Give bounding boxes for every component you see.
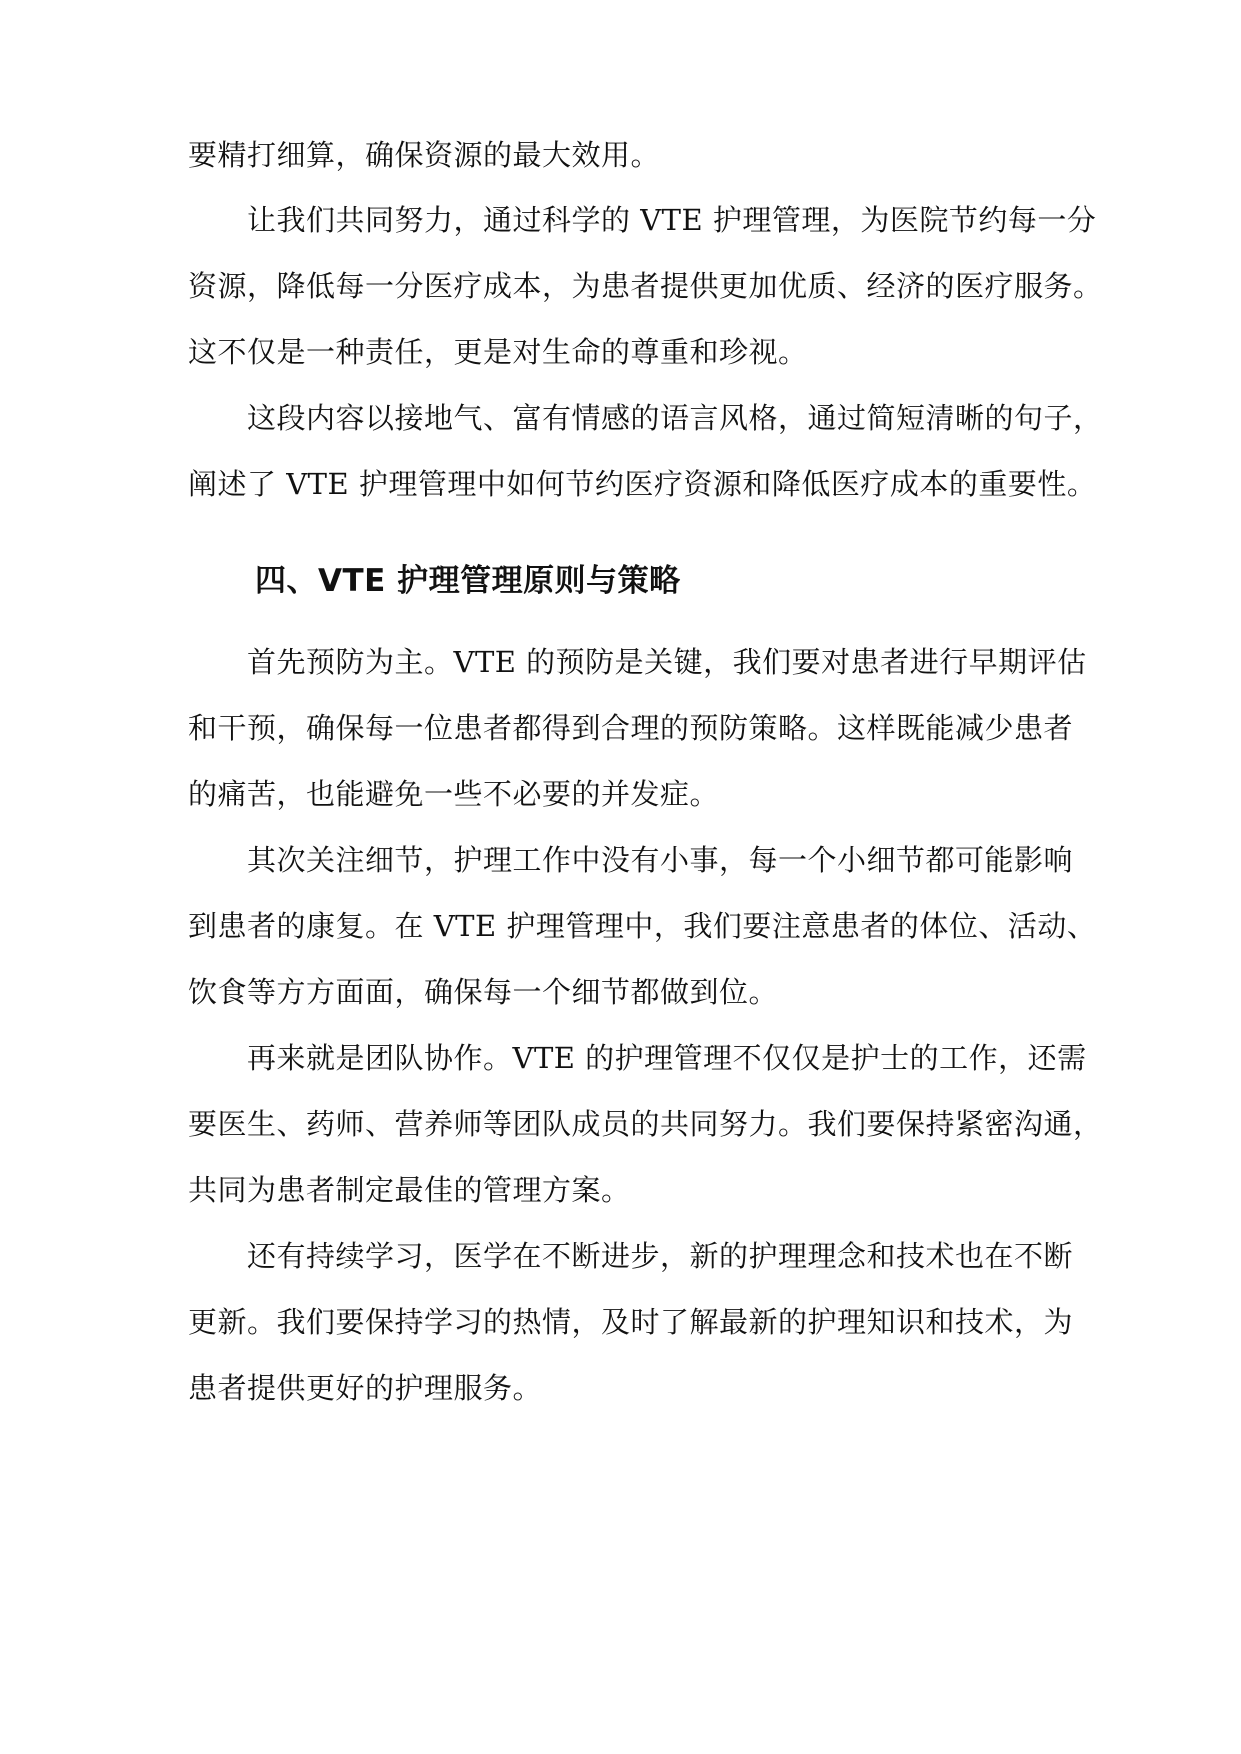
text-line: 饮食等方方面面，确保每一个细节都做到位。 <box>188 975 779 1009</box>
text-line: 资源，降低每一分医疗成本，为患者提供更加优质、经济的医疗服务。 <box>188 269 1103 303</box>
section-heading: 四、VTE 护理管理原则与策略 <box>255 563 681 599</box>
text-line: 阐述了 VTE 护理管理中如何节约医疗资源和降低医疗成本的重要性。 <box>188 467 1097 501</box>
text-line: 要精打细算，确保资源的最大效用。 <box>188 138 661 172</box>
text-line: 到患者的康复。在 VTE 护理管理中，我们要注意患者的体位、活动、 <box>188 909 1097 943</box>
text-line: 更新。我们要保持学习的热情，及时了解最新的护理知识和技术，为 <box>188 1305 1074 1339</box>
text-line: 患者提供更好的护理服务。 <box>188 1371 543 1405</box>
text-line: 其次关注细节，护理工作中没有小事，每一个小细节都可能影响 <box>247 843 1074 877</box>
text-line: 的痛苦，也能避免一些不必要的并发症。 <box>188 777 720 811</box>
text-line: 再来就是团队协作。VTE 的护理管理不仅仅是护士的工作，还需 <box>247 1041 1087 1075</box>
text-line: 这不仅是一种责任，更是对生命的尊重和珍视。 <box>188 335 808 369</box>
text-line: 还有持续学习，医学在不断进步，新的护理理念和技术也在不断 <box>247 1239 1074 1273</box>
text-line: 和干预，确保每一位患者都得到合理的预防策略。这样既能减少患者 <box>188 711 1074 745</box>
text-line: 让我们共同努力，通过科学的 VTE 护理管理，为医院节约每一分 <box>247 203 1097 237</box>
text-line: 要医生、药师、营养师等团队成员的共同努力。我们要保持紧密沟通， <box>188 1107 1103 1141</box>
text-line: 首先预防为主。VTE 的预防是关键，我们要对患者进行早期评估 <box>247 645 1087 679</box>
text-line: 共同为患者制定最佳的管理方案。 <box>188 1173 631 1207</box>
text-line: 这段内容以接地气、富有情感的语言风格，通过简短清晰的句子， <box>247 401 1103 435</box>
